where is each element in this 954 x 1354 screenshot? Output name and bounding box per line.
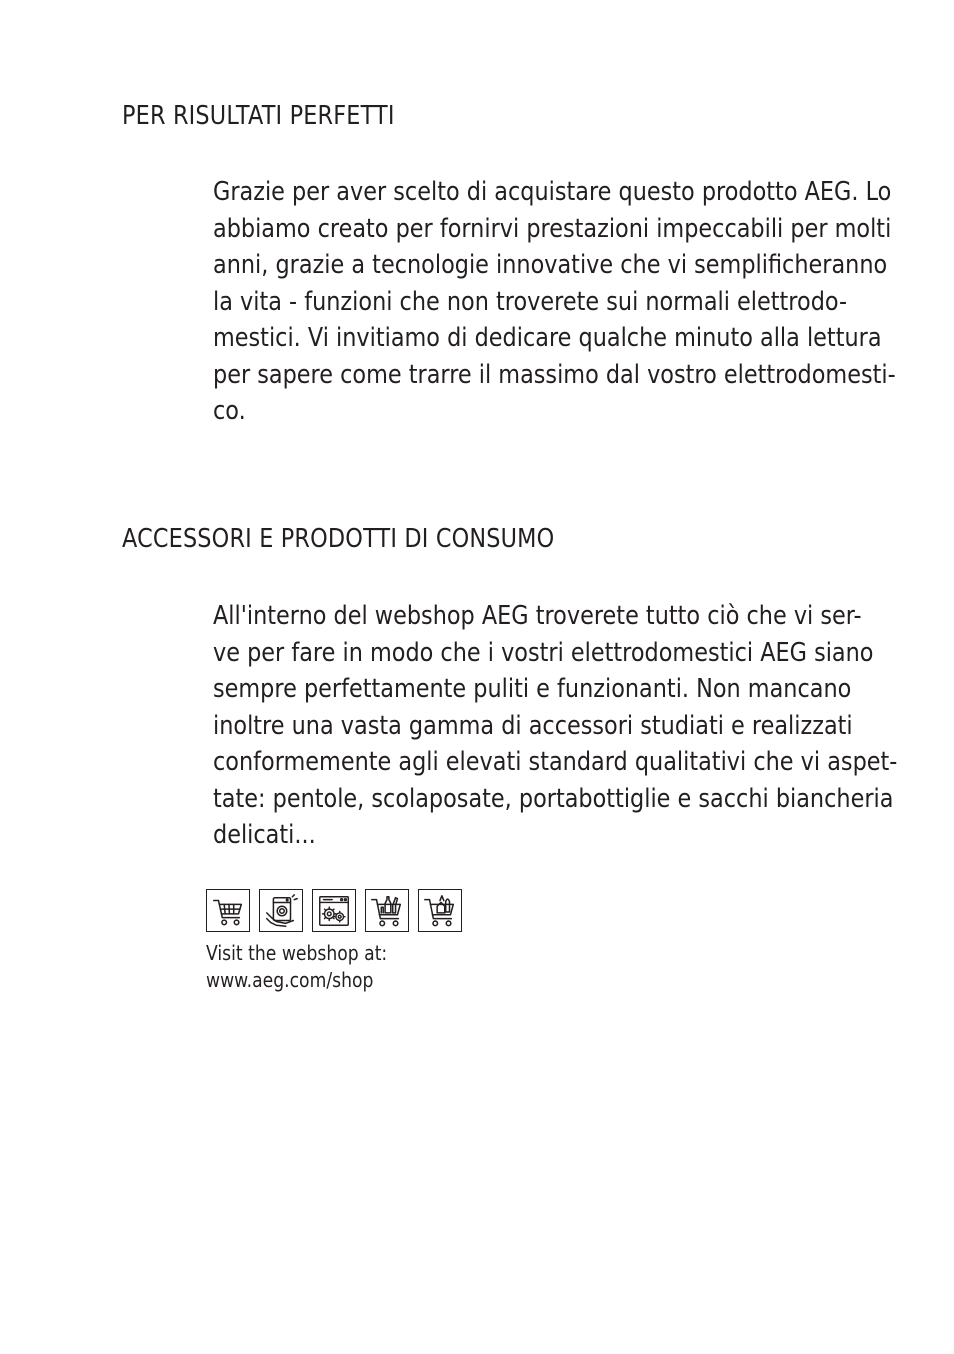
webshop-info xyxy=(206,940,387,994)
paragraph-line: ve per fare in modo che i vostri elettrodomestici AEG siano xyxy=(213,637,874,668)
webshop-url[interactable]: www.aeg.com/shop xyxy=(206,968,374,992)
paragraph-line: per sapere come trarre il massimo dal vostro elettrodomesti- xyxy=(213,359,896,390)
accessories-paragraph xyxy=(213,598,901,854)
appliance-gears-icon xyxy=(312,889,356,932)
paragraph-line: mestici. Vi invitiamo di dedicare qualche minuto alla lettura xyxy=(213,323,882,353)
intro-paragraph xyxy=(213,174,901,430)
paragraph-line: tate: pentole, scolaposate, portabottiglie e sacchi biancheria xyxy=(213,783,894,814)
paragraph-line: Grazie per aver scelto di acquistare questo prodotto AEG. Lo xyxy=(213,177,892,207)
section-heading-perfect-results: PER RISULTATI PERFETTI xyxy=(122,101,395,131)
paragraph-line: inoltre una vasta gamma di accessori studiati e realizzati xyxy=(213,710,853,741)
paragraph-line: abbiamo creato per fornirvi prestazioni impeccabili per molti xyxy=(213,213,892,244)
webshop-icon-row xyxy=(206,889,462,932)
paragraph-line: delicati... xyxy=(213,820,316,850)
shopping-cart-icon xyxy=(206,889,250,932)
cart-with-bottles-icon xyxy=(365,889,409,932)
webshop-label: Visit the webshop at: xyxy=(206,941,388,965)
cart-with-products-icon xyxy=(418,889,462,932)
section-heading-accessories: ACCESSORI E PRODOTTI DI CONSUMO xyxy=(122,524,555,554)
paragraph-line: anni, grazie a tecnologie innovative che vi semplificheranno xyxy=(213,250,888,280)
paragraph-line: co. xyxy=(213,396,246,426)
paragraph-line: sempre perfettamente puliti e funzionanti. Non mancano xyxy=(213,674,852,704)
paragraph-line: All'interno del webshop AEG troverete tutto ciò che vi ser- xyxy=(213,601,862,631)
paragraph-line: conformemente agli elevati standard qualitativi che vi aspet- xyxy=(213,747,898,777)
paragraph-line: la vita - funzioni che non troverete sui normali elettrodo- xyxy=(213,286,848,317)
washing-machine-hand-icon xyxy=(259,889,303,932)
